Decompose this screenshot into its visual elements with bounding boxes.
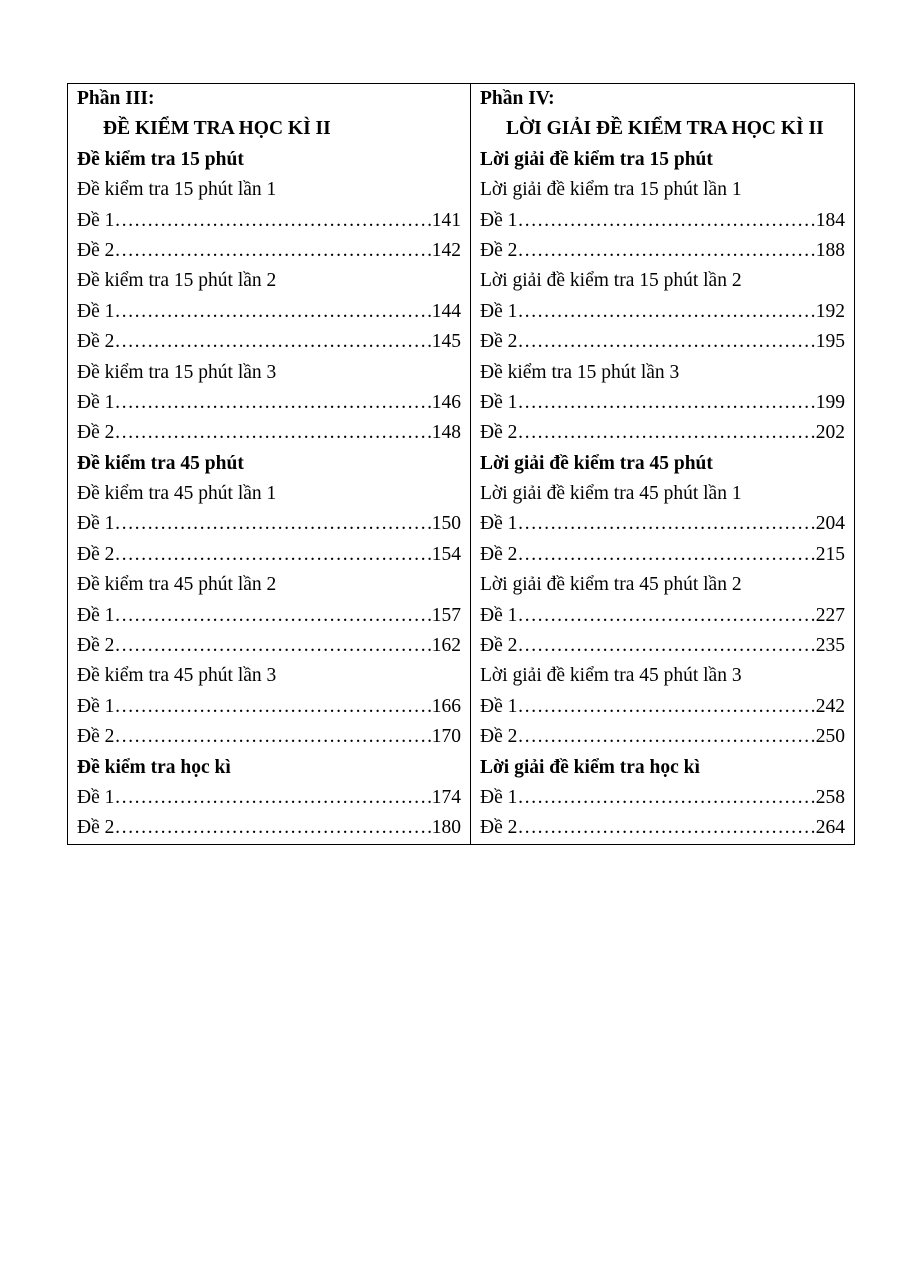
toc-entry: [480, 509, 845, 539]
page-number: 215: [815, 543, 845, 565]
entry-label: Đề kiểm tra 15 phút: [77, 148, 244, 170]
toc-entry: [480, 418, 845, 448]
toc-entry: [480, 327, 845, 357]
toc-entry: [77, 631, 461, 661]
entry-label: Đề kiểm tra 15 phút lần 1: [77, 179, 277, 201]
page-number: 180: [431, 817, 461, 839]
entry-label: Đề 2: [77, 239, 115, 261]
toc-entry: [480, 297, 845, 327]
page-number: 154: [431, 543, 461, 565]
toc-subheading: [480, 175, 845, 205]
dot-leader: [517, 692, 815, 722]
dot-leader: [114, 783, 431, 813]
entry-label: Lời giải đề kiểm tra 45 phút lần 1: [480, 483, 742, 505]
toc-subheading: [480, 479, 845, 509]
entry-label: Đề 2: [480, 331, 518, 353]
toc-entry: [480, 631, 845, 661]
entry-label: Lời giải đề kiểm tra 15 phút lần 2: [480, 270, 742, 292]
page-number: 192: [815, 300, 845, 322]
entry-label: Lời giải đề kiểm tra 15 phút lần 1: [480, 179, 742, 201]
toc-heading: [77, 114, 461, 144]
toc-heading: [77, 753, 461, 783]
page-number: 166: [431, 695, 461, 717]
toc-heading: [480, 449, 845, 479]
toc-entry: [77, 601, 461, 631]
page-number: 142: [431, 239, 461, 261]
dot-leader: [114, 631, 431, 661]
entry-label: Đề kiểm tra 15 phút lần 3: [480, 361, 680, 383]
entry-label: Đề 1: [77, 209, 115, 231]
page-number: 188: [815, 239, 845, 261]
dot-leader: [114, 388, 431, 418]
toc-entry: [480, 206, 845, 236]
entry-label: Phần III:: [77, 88, 155, 109]
toc-entry: [77, 388, 461, 418]
dot-leader: [517, 327, 815, 357]
entry-label: Đề 2: [480, 726, 518, 748]
dot-leader: [517, 236, 815, 266]
toc-entry: [480, 692, 845, 722]
dot-leader: [114, 206, 431, 236]
toc-subheading: [480, 570, 845, 600]
dot-leader: [114, 692, 431, 722]
toc-entry: [77, 509, 461, 539]
dot-leader: [517, 297, 815, 327]
dot-leader: [114, 418, 431, 448]
dot-leader: [114, 236, 431, 266]
entry-label: Lời giải đề kiểm tra 45 phút lần 2: [480, 574, 742, 596]
entry-label: Đề 2: [77, 726, 115, 748]
page-number: 242: [815, 695, 845, 717]
entry-label: Đề 1: [480, 786, 518, 808]
entry-label: Đề 1: [77, 695, 115, 717]
page-number: 264: [815, 817, 845, 839]
entry-label: Đề 2: [480, 817, 518, 839]
entry-label: Đề 2: [77, 331, 115, 353]
toc-subheading: [77, 266, 461, 296]
entry-label: Đề 2: [77, 635, 115, 657]
toc-entry: [480, 540, 845, 570]
toc-subheading: [77, 175, 461, 205]
entry-label: Đề kiểm tra 45 phút lần 3: [77, 665, 277, 687]
page-number: 235: [815, 635, 845, 657]
entry-label: Lời giải đề kiểm tra học kì: [480, 756, 700, 778]
dot-leader: [517, 601, 815, 631]
toc-heading: [480, 84, 845, 114]
entry-label: Đề 2: [77, 422, 115, 444]
dot-leader: [114, 327, 431, 357]
entry-label: LỜI GIẢI ĐỀ KIỂM TRA HỌC KÌ II: [506, 118, 824, 140]
dot-leader: [517, 783, 815, 813]
entry-label: Đề 2: [77, 817, 115, 839]
entry-label: Đề 1: [480, 391, 518, 413]
page-number: 184: [815, 209, 845, 231]
entry-label: Đề 2: [480, 239, 518, 261]
dot-leader: [114, 540, 431, 570]
toc-heading: [480, 114, 845, 144]
dot-leader: [517, 540, 815, 570]
entry-label: Đề 2: [480, 543, 518, 565]
toc-entry: [77, 297, 461, 327]
entry-label: Đề kiểm tra 45 phút lần 2: [77, 574, 277, 596]
entry-label: Đề 2: [77, 543, 115, 565]
toc-entry: [77, 813, 461, 843]
toc-heading: [480, 145, 845, 175]
toc-entry: [480, 236, 845, 266]
toc-heading: [480, 753, 845, 783]
entry-label: Đề 1: [77, 604, 115, 626]
entry-label: Đề 1: [77, 300, 115, 322]
toc-subheading: [480, 266, 845, 296]
dot-leader: [517, 206, 815, 236]
page-number: 202: [815, 422, 845, 444]
toc-entry: [77, 722, 461, 752]
toc-entry: [77, 540, 461, 570]
entry-label: Đề kiểm tra 15 phút lần 3: [77, 361, 277, 383]
toc-subheading: [77, 570, 461, 600]
page-number: 250: [815, 726, 845, 748]
entry-label: Đề kiểm tra học kì: [77, 756, 231, 778]
dot-leader: [517, 509, 815, 539]
toc-entry: [480, 722, 845, 752]
toc-column-part-4: [471, 84, 854, 844]
toc-entry: [77, 783, 461, 813]
toc-subheading: [77, 358, 461, 388]
page-number: 170: [431, 726, 461, 748]
page-number: 227: [815, 604, 845, 626]
page-number: 195: [815, 331, 845, 353]
toc-subheading: [77, 661, 461, 691]
dot-leader: [114, 813, 431, 843]
toc-entry: [77, 206, 461, 236]
page-number: 157: [431, 604, 461, 626]
toc-subheading: [480, 661, 845, 691]
entry-label: Đề 1: [480, 513, 518, 535]
dot-leader: [517, 418, 815, 448]
dot-leader: [517, 388, 815, 418]
page-number: 258: [815, 786, 845, 808]
page-number: 145: [431, 331, 461, 353]
dot-leader: [517, 631, 815, 661]
entry-label: Đề 2: [480, 422, 518, 444]
entry-label: Đề 1: [480, 300, 518, 322]
dot-leader: [114, 297, 431, 327]
entry-label: Đề 2: [480, 635, 518, 657]
toc-entry: [480, 388, 845, 418]
page-number: 150: [431, 513, 461, 535]
entry-label: ĐỀ KIỂM TRA HỌC KÌ II: [103, 118, 331, 140]
page-number: 144: [431, 300, 461, 322]
dot-leader: [114, 509, 431, 539]
toc-heading: [77, 84, 461, 114]
toc-entry: [480, 783, 845, 813]
entry-label: Đề kiểm tra 45 phút: [77, 452, 244, 474]
entry-label: Đề 1: [77, 513, 115, 535]
entry-label: Lời giải đề kiểm tra 15 phút: [480, 148, 713, 170]
entry-label: Phần IV:: [480, 88, 555, 109]
page-number: 162: [431, 635, 461, 657]
toc-subheading: [77, 479, 461, 509]
entry-label: Đề 1: [77, 786, 115, 808]
page-number: 141: [431, 209, 461, 231]
toc-entry: [77, 327, 461, 357]
toc-heading: [77, 145, 461, 175]
entry-label: Lời giải đề kiểm tra 45 phút: [480, 452, 713, 474]
entry-label: Đề kiểm tra 15 phút lần 2: [77, 270, 277, 292]
toc-entry: [77, 236, 461, 266]
entry-label: Đề 1: [480, 604, 518, 626]
entry-label: Đề kiểm tra 45 phút lần 1: [77, 483, 277, 505]
toc-column-part-3: [68, 84, 471, 844]
dot-leader: [114, 722, 431, 752]
dot-leader: [114, 601, 431, 631]
dot-leader: [517, 722, 815, 752]
entry-label: Đề 1: [77, 391, 115, 413]
toc-entry: [77, 692, 461, 722]
toc-heading: [77, 449, 461, 479]
page-number: 199: [815, 391, 845, 413]
entry-label: Đề 1: [480, 209, 518, 231]
page-number: 146: [431, 391, 461, 413]
page-number: 148: [431, 422, 461, 444]
toc-entry: [480, 601, 845, 631]
page-number: 204: [815, 513, 845, 535]
page-number: 174: [431, 786, 461, 808]
toc-subheading: [480, 358, 845, 388]
toc-entry: [77, 418, 461, 448]
dot-leader: [517, 813, 815, 843]
entry-label: Lời giải đề kiểm tra 45 phút lần 3: [480, 665, 742, 687]
entry-label: Đề 1: [480, 695, 518, 717]
table-of-contents: [67, 83, 855, 845]
toc-entry: [480, 813, 845, 843]
